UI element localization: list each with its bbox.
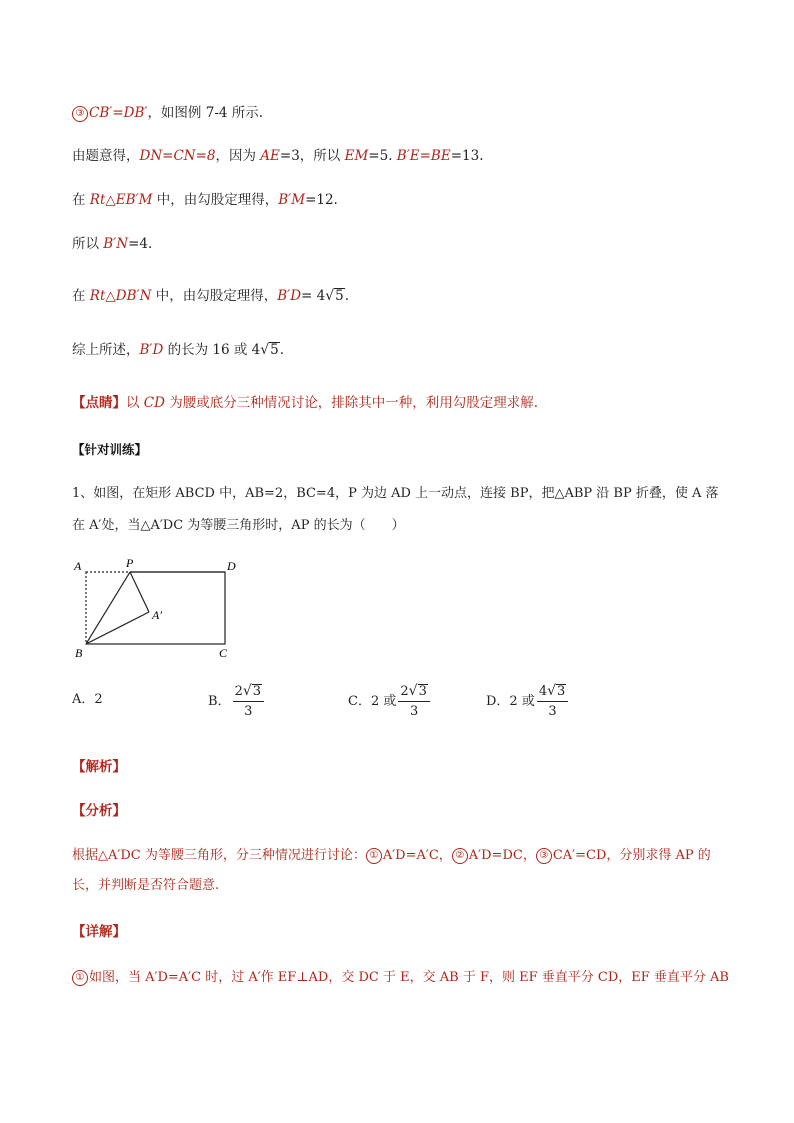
jiexi-header: 【解析】 <box>72 759 126 775</box>
circled-number: ① <box>72 970 88 986</box>
label-d: D <box>227 559 236 573</box>
math-expr: B′M <box>278 192 306 208</box>
math-expr: Rt <box>89 288 106 304</box>
question-line-2: 在 A′处，当△A′DC 为等腰三角形时，AP 的长为（ ） <box>72 518 405 533</box>
math-expr: CD <box>143 395 165 411</box>
text: A′D=A′C， <box>382 848 452 863</box>
label-a-prime: A′ <box>152 608 162 622</box>
text: ，因为 <box>215 148 261 164</box>
circled-number: ③ <box>72 106 88 122</box>
text: . <box>279 342 285 358</box>
math-expr: B′D <box>277 288 302 304</box>
circled-number: ① <box>366 848 382 864</box>
option-d[interactable] <box>486 684 568 719</box>
text: 所以 <box>72 236 104 252</box>
text: =4. <box>128 236 153 252</box>
text: 由题意得， <box>72 148 140 164</box>
xiangjie-header: 【详解】 <box>72 924 126 940</box>
question-line-1: 1、如图，在矩形 ABCD 中，AB=2，BC=4，P 为边 AD 上一动点，连接 BP，把△ABP 沿 BP 折叠，使 A 落 <box>72 486 719 501</box>
triangle-symbol: △ <box>105 288 116 304</box>
math-expr: EB′M <box>115 192 153 208</box>
fenxi-line-2: 长，并判断是否符合题意. <box>72 878 220 893</box>
radicand: 5 <box>270 342 279 358</box>
training-header: 【针对训练】 <box>72 442 148 457</box>
triangle-symbol: △ <box>105 192 116 208</box>
option-b[interactable] <box>208 684 264 719</box>
text: = 4 <box>301 288 326 304</box>
text: =13. <box>450 148 484 164</box>
xiangjie-line-1 <box>72 968 729 988</box>
option-label: D．2 或 <box>486 693 535 709</box>
option-label: C．2 或 <box>348 693 397 709</box>
radicand: 5 <box>335 288 344 304</box>
solution-conclusion <box>72 340 284 360</box>
solution-line-bn <box>72 234 152 254</box>
option-a[interactable] <box>72 690 103 710</box>
math-expr: DB′N <box>115 288 152 304</box>
text: =3，所以 <box>279 148 345 164</box>
math-expr: AE <box>260 148 280 164</box>
fenxi-header: 【分析】 <box>72 803 126 819</box>
text: CA′=CD，分别求得 AP 的 <box>552 848 711 863</box>
text: 中，由勾股定理得， <box>152 192 279 208</box>
math-expr: Rt <box>89 192 106 208</box>
math-expr: DN=CN=8 <box>139 148 216 164</box>
option-label: A．2 <box>72 692 103 707</box>
label-b: B <box>75 646 83 660</box>
text: 以 <box>126 395 144 411</box>
text: 中，由勾股定理得， <box>151 288 278 304</box>
solution-line-pythagoras-1 <box>72 190 338 210</box>
rectangle-fold-figure <box>72 557 252 663</box>
text: 在 <box>72 288 90 304</box>
math-expr: B′N <box>103 236 129 252</box>
sqrt-icon: √ <box>325 288 335 304</box>
text: 为腰或底分三种情况讨论，排除其中一种，利用勾股定理求解. <box>164 395 539 411</box>
label-p: P <box>126 557 134 570</box>
solution-line-3 <box>72 103 263 123</box>
fraction: $\frac{2√3}{3}$ <box>398 684 429 719</box>
segment-pa1 <box>130 572 149 612</box>
sqrt-icon: √ <box>260 342 270 358</box>
text: A′D=DC， <box>468 848 536 863</box>
text: =12. <box>305 192 338 208</box>
dianjing-line <box>72 393 538 413</box>
solution-line-given <box>72 146 484 166</box>
label-a: A <box>74 559 82 573</box>
option-c[interactable] <box>348 684 430 719</box>
text: . <box>344 288 350 304</box>
text: 如图，当 A′D=A′C 时，过 A′作 EF⊥AD，交 DC 于 E，交 AB 于 F，则 EF 垂直平分 CD，EF 垂直平分 AB <box>89 970 729 985</box>
circled-number: ② <box>452 848 468 864</box>
math-expr: B′E=BE <box>396 148 451 164</box>
text: ，如图例 7-4 所示. <box>147 105 264 121</box>
text: 综上所述， <box>72 342 140 358</box>
math-expr: B′D <box>139 342 164 358</box>
option-label: B． <box>208 693 231 709</box>
text: =5. <box>368 148 397 164</box>
circled-number: ③ <box>536 848 552 864</box>
text: 的长为 16 或 4 <box>163 342 261 358</box>
math-expr: CB′=DB′ <box>89 105 148 121</box>
text: 根据△A′DC 为等腰三角形，分三种情况进行讨论： <box>72 848 366 863</box>
section-label: 【点睛】 <box>72 395 126 411</box>
fraction: $\frac{4√3}{3}$ <box>537 684 568 719</box>
text: 在 <box>72 192 90 208</box>
label-c: C <box>219 646 228 660</box>
solution-line-pythagoras-2 <box>72 286 349 306</box>
fenxi-line-1 <box>72 846 711 866</box>
fraction: $\frac{2√3}{3}$ <box>233 684 264 719</box>
math-expr: EM <box>344 148 369 164</box>
